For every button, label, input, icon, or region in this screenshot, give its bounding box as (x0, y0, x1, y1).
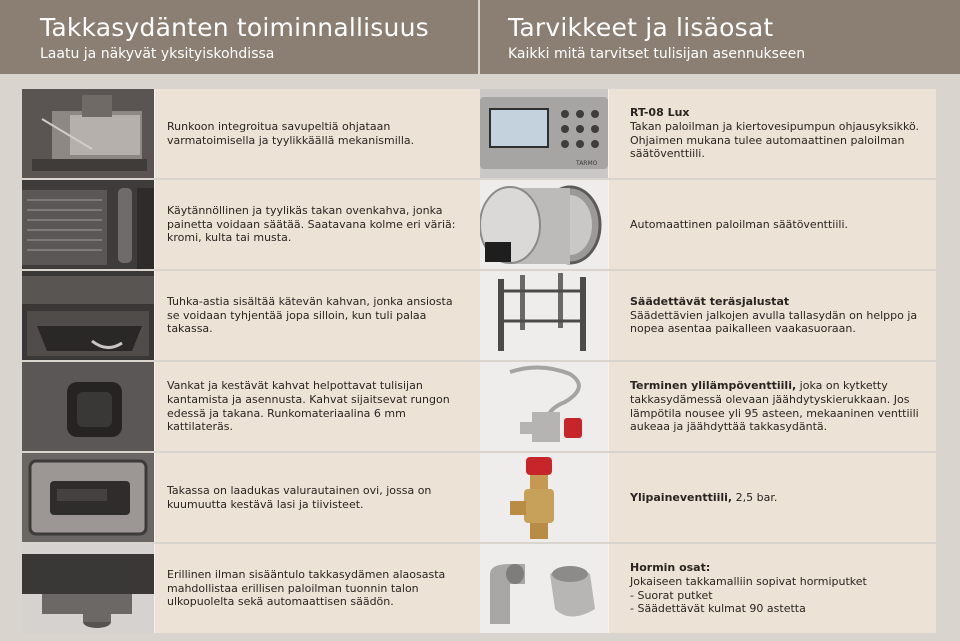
item-description: Käytännöllinen ja tyylikäs takan ovenkahva, jonka painetta voidaan säätää. Saatavana kolme eri väriä: kromi, kulta tai musta. (167, 204, 456, 245)
item-description (630, 218, 848, 232)
air-inlet-image (22, 544, 154, 633)
right-item (480, 544, 936, 634)
right-header-title: Tarvikkeet ja lisäosat (508, 13, 774, 42)
right-item (480, 89, 936, 179)
thermal-valve-image (480, 362, 608, 451)
item-body: Automaattinen paloilman säätöventtiili. (630, 217, 849, 231)
item-body: Takan paloilman ja kiertovesipumpun ohjausyksikkö. Ohjaimen mukana tulee automaattinen paloilman säätöventtiili. (630, 119, 920, 161)
item-description (630, 379, 919, 433)
item-body: joka on kytketty takkasydämessä olevaan jäähdytyskierukkaan. Jos lämpötila nousee yli 95 asteen, mekaaninen venttiili aukeaa ja jäähdyttää takkasydäntä. (630, 379, 919, 434)
left-item (22, 180, 486, 270)
item-description (630, 106, 919, 160)
right-item (480, 362, 936, 452)
item-heading: Säädettävät teräsjalustat (630, 295, 790, 309)
left-item-text (154, 89, 486, 178)
item-body: Jokaiseen takkamalliin sopivat hormiputket - Suorat putket - Säädettävät kulmat 90 astetta (630, 574, 867, 616)
ash-pan-image (22, 271, 154, 360)
right-item-text (608, 271, 936, 360)
right-item (480, 180, 936, 270)
left-item-text (154, 362, 486, 451)
left-item (22, 362, 486, 452)
left-header (0, 0, 478, 74)
control-unit-image (480, 89, 608, 178)
item-body: Säädettävien jalkojen avulla tallasydän on helppo ja nopea asentaa paikalleen vaakasuoraan. (630, 308, 918, 336)
right-item (480, 453, 936, 543)
item-description (630, 491, 777, 505)
left-header-title: Takkasydänten toiminnallisuus (40, 13, 429, 42)
item-description: Runkoon integroitua savupeltiä ohjataan varmatoimisella ja tyylikkäällä mekanismilla. (167, 119, 415, 147)
item-heading: Ylipaineventtiili, (630, 490, 733, 504)
left-item-text (154, 180, 486, 269)
left-item-text (154, 453, 486, 542)
right-item-text (608, 544, 936, 633)
left-item (22, 544, 486, 634)
left-item (22, 89, 486, 179)
air-valve-image (480, 180, 608, 269)
right-item-text (608, 180, 936, 269)
item-body: 2,5 bar. (732, 490, 778, 504)
right-item-text (608, 362, 936, 451)
item-description: Vankat ja kestävät kahvat helpottavat tulisijan kantamista ja asennusta. Kahvat sijaitsevat rungon edessä ja takana. Runkomateriaalina 6 mm kattilateräs. (167, 379, 450, 434)
item-heading: RT-08 Lux (630, 106, 690, 120)
item-heading: Hormin osat: (630, 561, 711, 575)
steel-legs-image (480, 271, 608, 360)
left-item-text (154, 271, 486, 360)
pressure-valve-image (480, 453, 608, 542)
left-item-text (154, 544, 486, 633)
right-header-subtitle: Kaikki mitä tarvitset tulisijan asennukseen (508, 46, 806, 62)
right-item-text (608, 453, 936, 542)
left-item (22, 453, 486, 543)
carry-handle-image (22, 362, 154, 451)
item-description: Tuhka-astia sisältää kätevän kahvan, jonka ansiosta se voidaan tyhjentää jopa silloin, kun tuli palaa takassa. (167, 295, 453, 336)
damper-mechanism-image (22, 89, 154, 178)
device-brand: TARMO (576, 160, 598, 167)
item-description: Takassa on laadukas valurautainen ovi, jossa on kuumuutta kestävä lasi ja tiivisteet. (167, 483, 432, 511)
item-description (630, 561, 867, 615)
door-handle-image (22, 180, 154, 269)
left-column (22, 89, 486, 634)
left-header-subtitle: Laatu ja näkyvät yksityiskohdissa (40, 46, 275, 62)
right-column (480, 89, 936, 634)
right-header (480, 0, 960, 74)
right-item-text (608, 89, 936, 178)
chimney-parts-image (480, 544, 608, 633)
item-description (630, 295, 917, 336)
cast-iron-door-image (22, 453, 154, 542)
right-item (480, 271, 936, 361)
left-item (22, 271, 486, 361)
item-heading: Terminen ylilämpöventtiili, (630, 379, 797, 393)
item-description: Erillinen ilman sisääntulo takkasydämen alaosasta mahdollistaa erillisen paloilman tuonnin talon ulkopuolelta sekä automaattisen säädön. (167, 568, 446, 609)
